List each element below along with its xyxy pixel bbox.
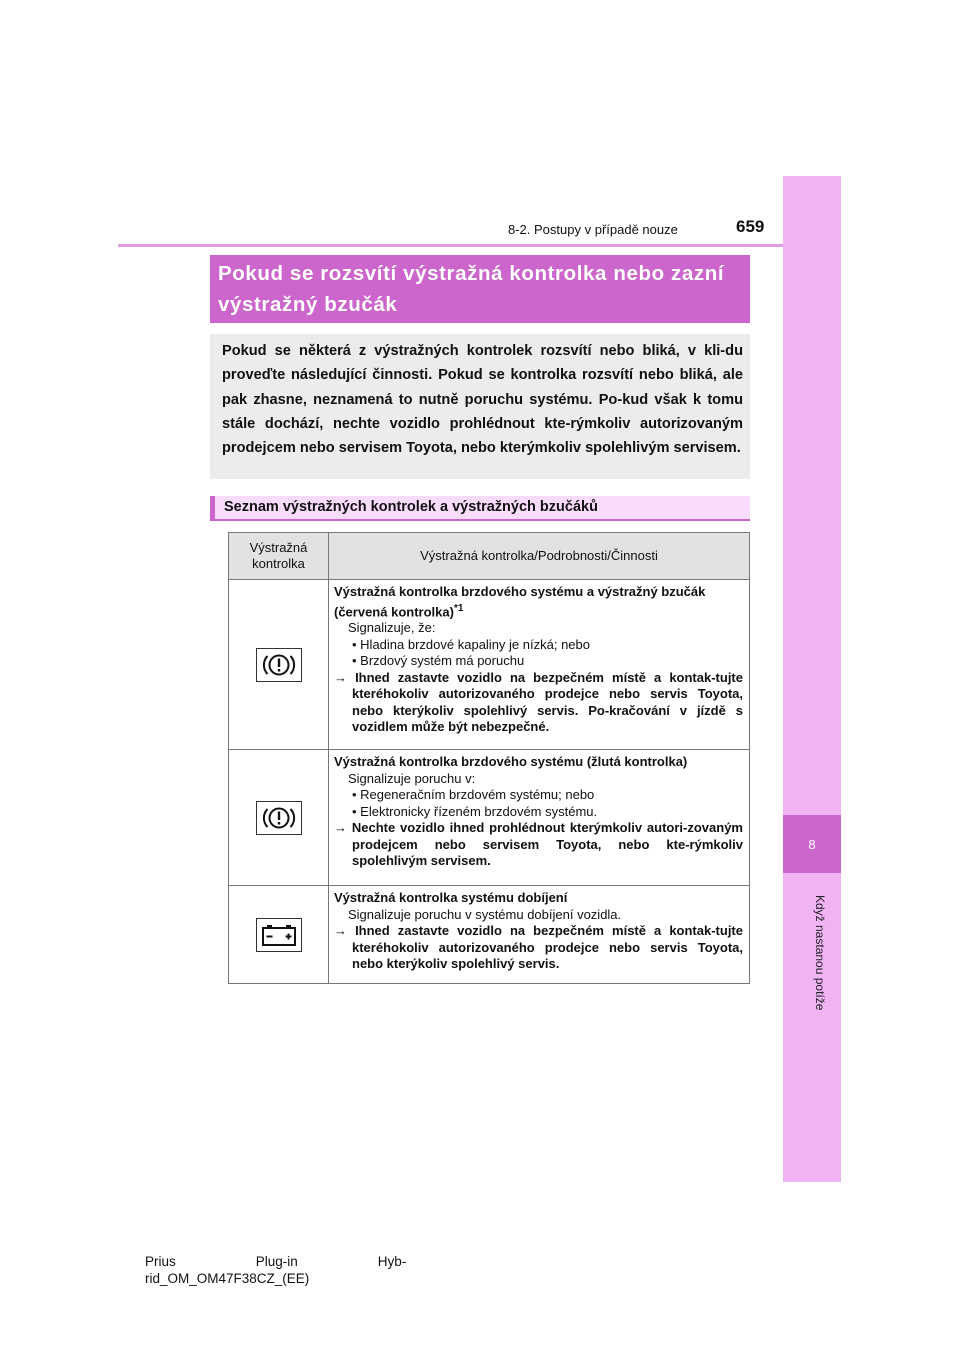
arrow-icon: → [334,820,347,835]
table-row [229,750,750,886]
row-intro: Signalizuje, že: [348,620,436,636]
chapter-number: 8 [783,815,841,873]
chapter-side-tab [783,176,841,1182]
warning-table [228,532,750,984]
row-action: → Nechte vozidlo ihned prohlédnout kterýmkoliv autori-zovaným prodejcem nebo servisem Toyota, nebo kte-rýmkoliv spolehlivým servisem. [334,820,743,868]
row-bullet: • Hladina brzdové kapaliny je nízká; nebo [352,636,590,652]
row-action: → Ihned zastavte vozidlo na bezpečném místě a kontak-tujte kteréhokoliv autorizovaného prodejce nebo servis Toyota, nebo kterýkoliv spolehlivý servis. Po-kračování v jízdě s vozidlem může být nebezpečné. [334,669,743,735]
row-bullet: • Regeneračním brzdovém systému; nebo [352,787,595,802]
brake-warning-icon [256,801,302,835]
row-bullet: • Elektronicky řízeném brzdovém systému. [352,803,598,819]
row-title: Výstražná kontrolka brzdového systému a výstražný bzučák (červená kontrolka) [334,584,706,619]
intro-paragraph: Pokud se některá z výstražných kontrolek rozsvítí nebo bliká, v kli-du proveďte následující činnosti. Pokud se kontrolka rozsvítí nebo bliká, ale pak zhasne, neznamená to nutně poruchu systému. Po-kud však k tomu stále dochází, nechte vozidlo prohlédnout kte-rýmkoliv autorizovaným prodejcem nebo servisem Toyota, nebo kterýmkoliv spolehlivým servisem. [210,334,750,479]
row-intro: Signalizuje poruchu v: [348,770,476,786]
arrow-icon: → [334,669,347,685]
subheader: Seznam výstražných kontrolek a výstražných bzučáků [210,496,750,521]
row-bullet: • Brzdový systém má poruchu [352,653,525,669]
table-row [229,580,750,750]
arrow-icon: → [334,923,347,938]
table-header-indicator: Výstražná kontrolka [229,533,329,580]
page-number: 659 [736,217,765,236]
footer-line-1: Prius Plug-in Hyb- [145,1254,407,1269]
battery-charge-icon [256,918,302,952]
row-intro: Signalizuje poruchu v systému dobíjení vozidla. [348,906,622,922]
page-title: Pokud se rozsvítí výstražná kontrolka nebo zazní výstražný bzučák [210,255,750,323]
row-title: Výstražná kontrolka brzdového systému (žlutá kontrolka) [334,754,688,769]
header-divider [118,244,783,247]
brake-warning-icon [256,648,302,682]
footer [145,1253,406,1287]
footnote-marker: *1 [453,602,464,614]
row-title: Výstražná kontrolka systému dobíjení [334,890,568,905]
table-header-row [229,533,750,580]
chapter-label: Když nastanou potíže [813,895,827,1011]
row-action: → Ihned zastavte vozidlo na bezpečném místě a kontak-tujte kteréhokoliv autorizovaného prodejce nebo servis Toyota, nebo kterýkoliv spolehlivý servis. [334,923,743,971]
section-title: 8-2. Postupy v případě nouze [508,222,678,237]
table-row [229,886,750,984]
table-header-details: Výstražná kontrolka/Podrobnosti/Činnosti [329,533,750,580]
footer-line-2: rid_OM_OM47F38CZ_(EE) [145,1271,310,1286]
